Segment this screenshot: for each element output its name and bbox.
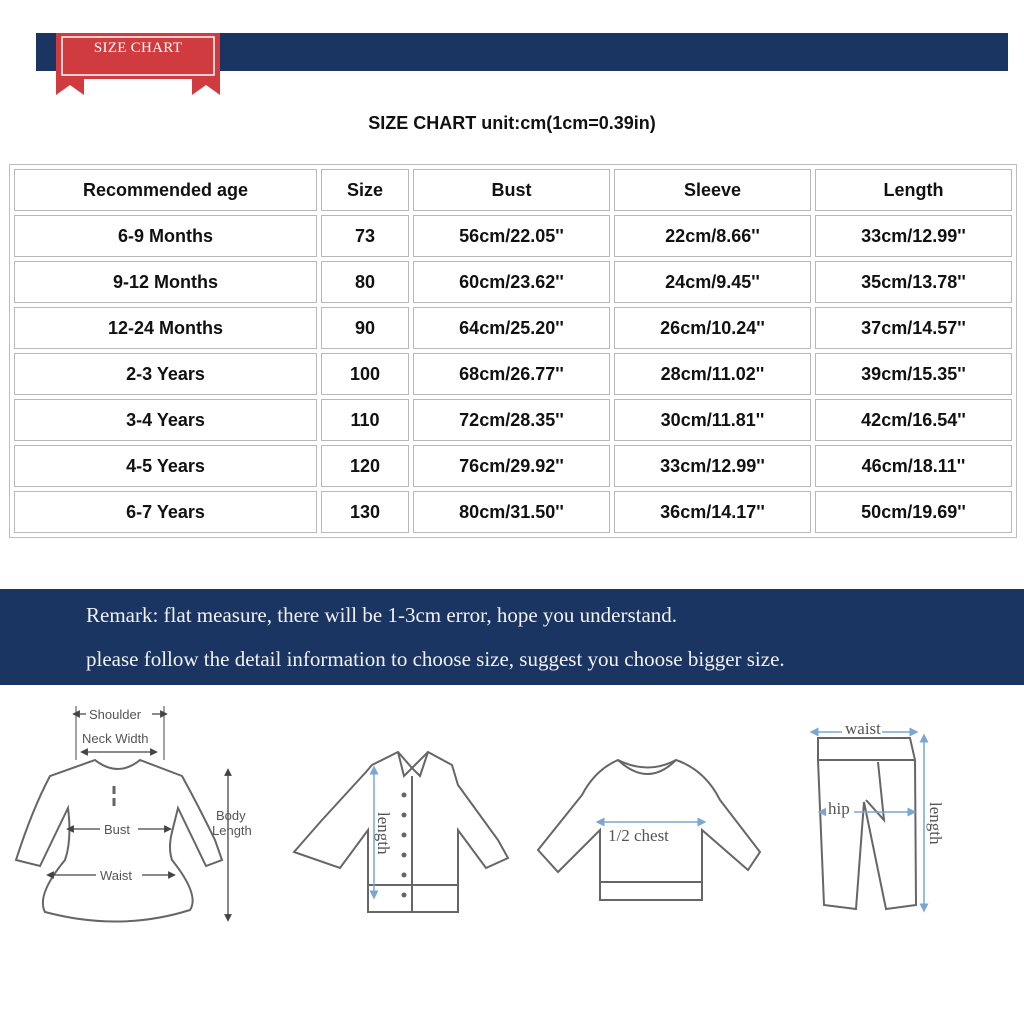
cell-size: 90: [321, 307, 409, 349]
cell-bust: 76cm/29.92'': [413, 445, 610, 487]
shirt-length-label: length: [374, 812, 393, 855]
cell-sleeve: 28cm/11.02'': [614, 353, 811, 395]
remark-line-2: please follow the detail information to choose size, suggest you choose bigger size.: [86, 647, 785, 671]
table-row: [14, 261, 1012, 303]
cell-sleeve: 22cm/8.66'': [614, 215, 811, 257]
ribbon-label: SIZE CHART: [93, 40, 183, 56]
sweater-chest-label: 1/2 chest: [608, 826, 669, 845]
shirt-buttons: [402, 793, 407, 898]
cell-length: 42cm/16.54'': [815, 399, 1012, 441]
cell-length: 50cm/19.69'': [815, 491, 1012, 533]
cell-length: 37cm/14.57'': [815, 307, 1012, 349]
cell-size: 80: [321, 261, 409, 303]
remark-line-1: Remark: flat measure, there will be 1-3cm error, hope you understand.: [86, 603, 678, 627]
cell-sleeve: 24cm/9.45'': [614, 261, 811, 303]
cell-size: 120: [321, 445, 409, 487]
cell-bust: 80cm/31.50'': [413, 491, 610, 533]
pants-hip-label: hip: [828, 799, 850, 818]
cell-length: 33cm/12.99'': [815, 215, 1012, 257]
table-row: [14, 307, 1012, 349]
remark-band: [0, 589, 1024, 685]
header-length: Length: [815, 169, 1012, 211]
cell-sleeve: 36cm/14.17'': [614, 491, 811, 533]
chart-title: SIZE CHART unit:cm(1cm=0.39in): [368, 113, 656, 133]
cell-age: 6-9 Months: [14, 215, 317, 257]
cell-age: 6-7 Years: [14, 491, 317, 533]
cell-sleeve: 26cm/10.24'': [614, 307, 811, 349]
cell-age: 4-5 Years: [14, 445, 317, 487]
measurement-diagrams: [0, 690, 1024, 1024]
table-row: [14, 491, 1012, 533]
cell-length: 39cm/15.35'': [815, 353, 1012, 395]
table-row: [14, 215, 1012, 257]
header-bust: Bust: [413, 169, 610, 211]
pants-length-label: length: [926, 802, 945, 845]
dress-bust-label: Bust: [104, 822, 131, 837]
pants-waist-label: waist: [845, 719, 881, 738]
size-table: [9, 164, 1017, 538]
cell-size: 110: [321, 399, 409, 441]
cell-sleeve: 33cm/12.99'': [614, 445, 811, 487]
cell-size: 73: [321, 215, 409, 257]
cell-length: 46cm/18.11'': [815, 445, 1012, 487]
cell-bust: 56cm/22.05'': [413, 215, 610, 257]
table-row: [14, 353, 1012, 395]
cell-bust: 60cm/23.62'': [413, 261, 610, 303]
dress-body-label: Body: [216, 808, 246, 823]
cell-age: 9-12 Months: [14, 261, 317, 303]
cell-length: 35cm/13.78'': [815, 261, 1012, 303]
cell-sleeve: 30cm/11.81'': [614, 399, 811, 441]
dress-waist-label: Waist: [100, 868, 133, 883]
cell-bust: 68cm/26.77'': [413, 353, 610, 395]
header-sleeve: Sleeve: [614, 169, 811, 211]
cell-bust: 72cm/28.35'': [413, 399, 610, 441]
table-header-row: [14, 169, 1012, 211]
header-recommended-age: Recommended age: [14, 169, 317, 211]
pants-diagram: [818, 738, 916, 909]
shirt-diagram: [294, 752, 508, 912]
cell-age: 12-24 Months: [14, 307, 317, 349]
cell-age: 2-3 Years: [14, 353, 317, 395]
cell-size: 130: [321, 491, 409, 533]
cell-age: 3-4 Years: [14, 399, 317, 441]
dress-shoulder-label: Shoulder: [89, 707, 142, 722]
header-size: Size: [321, 169, 409, 211]
dress-neck-label: Neck Width: [82, 731, 149, 746]
dress-length-label: Length: [212, 823, 252, 838]
table-row: [14, 399, 1012, 441]
cell-bust: 64cm/25.20'': [413, 307, 610, 349]
table-row: [14, 445, 1012, 487]
cell-size: 100: [321, 353, 409, 395]
